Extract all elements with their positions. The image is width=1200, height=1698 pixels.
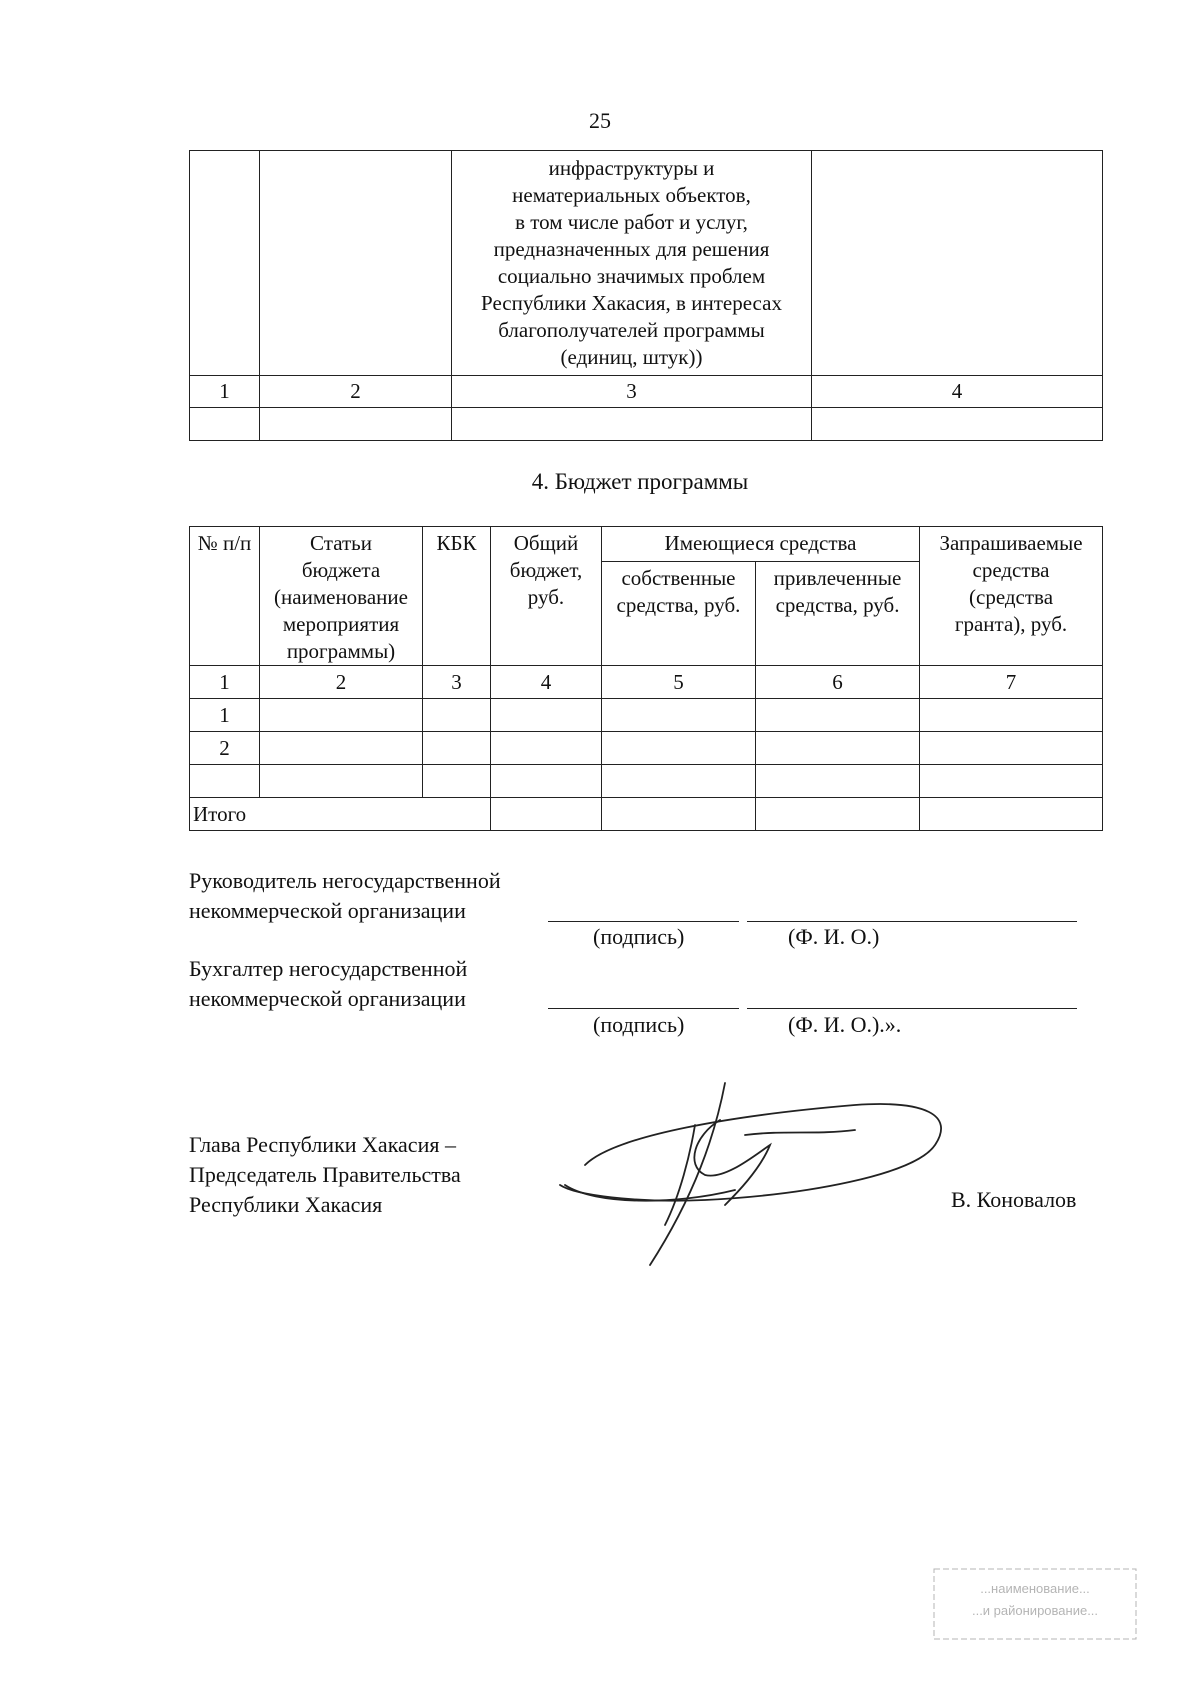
stamp-text-line: ...наименование...	[980, 1581, 1090, 1596]
header-line: бюджета	[301, 558, 381, 582]
table-row	[190, 408, 1103, 441]
row-number	[190, 765, 260, 798]
signature-line	[548, 921, 739, 922]
table-cell	[190, 151, 260, 376]
header-line: Запрашиваемые	[939, 531, 1083, 555]
header-line: средства, руб.	[616, 593, 741, 618]
description-line: предназначенных для решения	[493, 237, 770, 261]
label-line: некоммерческой организации	[189, 986, 466, 1011]
row-number: 1	[190, 699, 260, 732]
page-number: 25	[589, 108, 611, 133]
description-line: социально значимых проблем	[497, 264, 766, 288]
column-number: 4	[491, 666, 602, 699]
table-cell	[190, 408, 260, 441]
fio-line	[747, 1008, 1077, 1009]
indicator-description	[452, 151, 812, 376]
total-label: Итого	[190, 798, 491, 831]
table-cell	[602, 765, 756, 798]
table-cell	[812, 408, 1103, 441]
header-total-budget	[491, 527, 602, 666]
header-line: (наименование	[274, 585, 408, 609]
table-cell	[423, 765, 491, 798]
handwritten-signature	[555, 1075, 975, 1275]
table-cell	[756, 765, 920, 798]
description-line: Республики Хакасия, в интересах	[481, 291, 782, 315]
indicators-table	[189, 150, 1103, 441]
table-cell	[920, 798, 1103, 831]
fio-line	[747, 921, 1077, 922]
table-cell	[920, 699, 1103, 732]
table-row	[190, 732, 1103, 765]
accountant-label	[189, 954, 467, 1014]
header-own	[602, 562, 756, 666]
header-line: собственные	[621, 566, 736, 591]
signature-caption: (подпись)	[593, 924, 685, 949]
title-line: Глава Республики Хакасия –	[189, 1132, 456, 1157]
header-articles	[260, 527, 423, 666]
header-num: № п/п	[190, 527, 260, 666]
description-line: в том числе работ и услуг,	[515, 210, 748, 234]
description-line: нематериальных объектов,	[512, 183, 751, 207]
table-cell	[812, 151, 1103, 376]
description-line: благополучателей программы	[498, 318, 765, 342]
head-label	[189, 866, 501, 926]
header-kbk: КБК	[423, 527, 491, 666]
table-row	[190, 765, 1103, 798]
table-cell	[452, 408, 812, 441]
official-name: В. Коновалов	[951, 1187, 1077, 1212]
row-number: 2	[190, 732, 260, 765]
table-cell	[423, 732, 491, 765]
column-number: 5	[602, 666, 756, 699]
official-title	[189, 1130, 461, 1220]
column-number: 6	[756, 666, 920, 699]
column-number: 3	[423, 666, 491, 699]
table-cell	[491, 699, 602, 732]
table-cell	[602, 732, 756, 765]
column-number: 3	[452, 376, 812, 408]
header-line: бюджет,	[509, 558, 583, 582]
header-line: средства, руб.	[775, 593, 900, 618]
header-line: мероприятия	[282, 612, 400, 636]
budget-table	[189, 526, 1103, 831]
table-cell	[602, 798, 756, 831]
table-cell	[260, 151, 452, 376]
table-row	[190, 666, 1103, 699]
header-attracted	[756, 562, 920, 666]
description-line: инфраструктуры и	[548, 156, 715, 180]
header-line: Статьи	[310, 531, 372, 555]
header-requested	[920, 527, 1103, 666]
total-row	[190, 798, 1103, 831]
table-cell	[756, 732, 920, 765]
table-cell	[491, 798, 602, 831]
title-line: Председатель Правительства	[189, 1162, 461, 1187]
table-row	[190, 699, 1103, 732]
table-cell	[260, 765, 423, 798]
stamp-text-line: ...и районирование...	[971, 1603, 1099, 1618]
stamp	[930, 1565, 1140, 1655]
column-number: 7	[920, 666, 1103, 699]
section-title: 4. Бюджет программы	[531, 469, 749, 494]
column-number: 1	[190, 376, 260, 408]
fio-caption: (Ф. И. О.).».	[788, 1012, 902, 1037]
table-cell	[260, 699, 423, 732]
label-line: некоммерческой организации	[189, 898, 466, 923]
title-line: Республики Хакасия	[189, 1192, 383, 1217]
label-line: Бухгалтер негосударственной	[189, 956, 468, 981]
fio-caption: (Ф. И. О.)	[788, 924, 880, 949]
table-cell	[602, 699, 756, 732]
table-cell	[491, 732, 602, 765]
header-line: средства	[972, 558, 1050, 582]
label-line: Руководитель негосударственной	[189, 868, 501, 893]
table-cell	[756, 798, 920, 831]
header-line: привлеченные	[773, 566, 902, 591]
signature-line	[548, 1008, 739, 1009]
column-number: 1	[190, 666, 260, 699]
header-available: Имеющиеся средства	[602, 527, 920, 562]
table-cell	[260, 732, 423, 765]
table-cell	[423, 699, 491, 732]
table-cell	[260, 408, 452, 441]
column-number: 4	[812, 376, 1103, 408]
header-line: руб.	[527, 585, 565, 609]
signature-caption: (подпись)	[593, 1012, 685, 1037]
description-line: (единиц, штук))	[560, 345, 703, 369]
header-line: (средства	[969, 585, 1054, 609]
header-line: Общий	[513, 531, 579, 555]
table-cell	[756, 699, 920, 732]
table-row	[190, 376, 1103, 408]
column-number: 2	[260, 376, 452, 408]
column-number: 2	[260, 666, 423, 699]
header-line: программы)	[286, 639, 396, 663]
table-cell	[920, 732, 1103, 765]
header-line: гранта), руб.	[954, 612, 1068, 636]
table-cell	[491, 765, 602, 798]
table-cell	[920, 765, 1103, 798]
